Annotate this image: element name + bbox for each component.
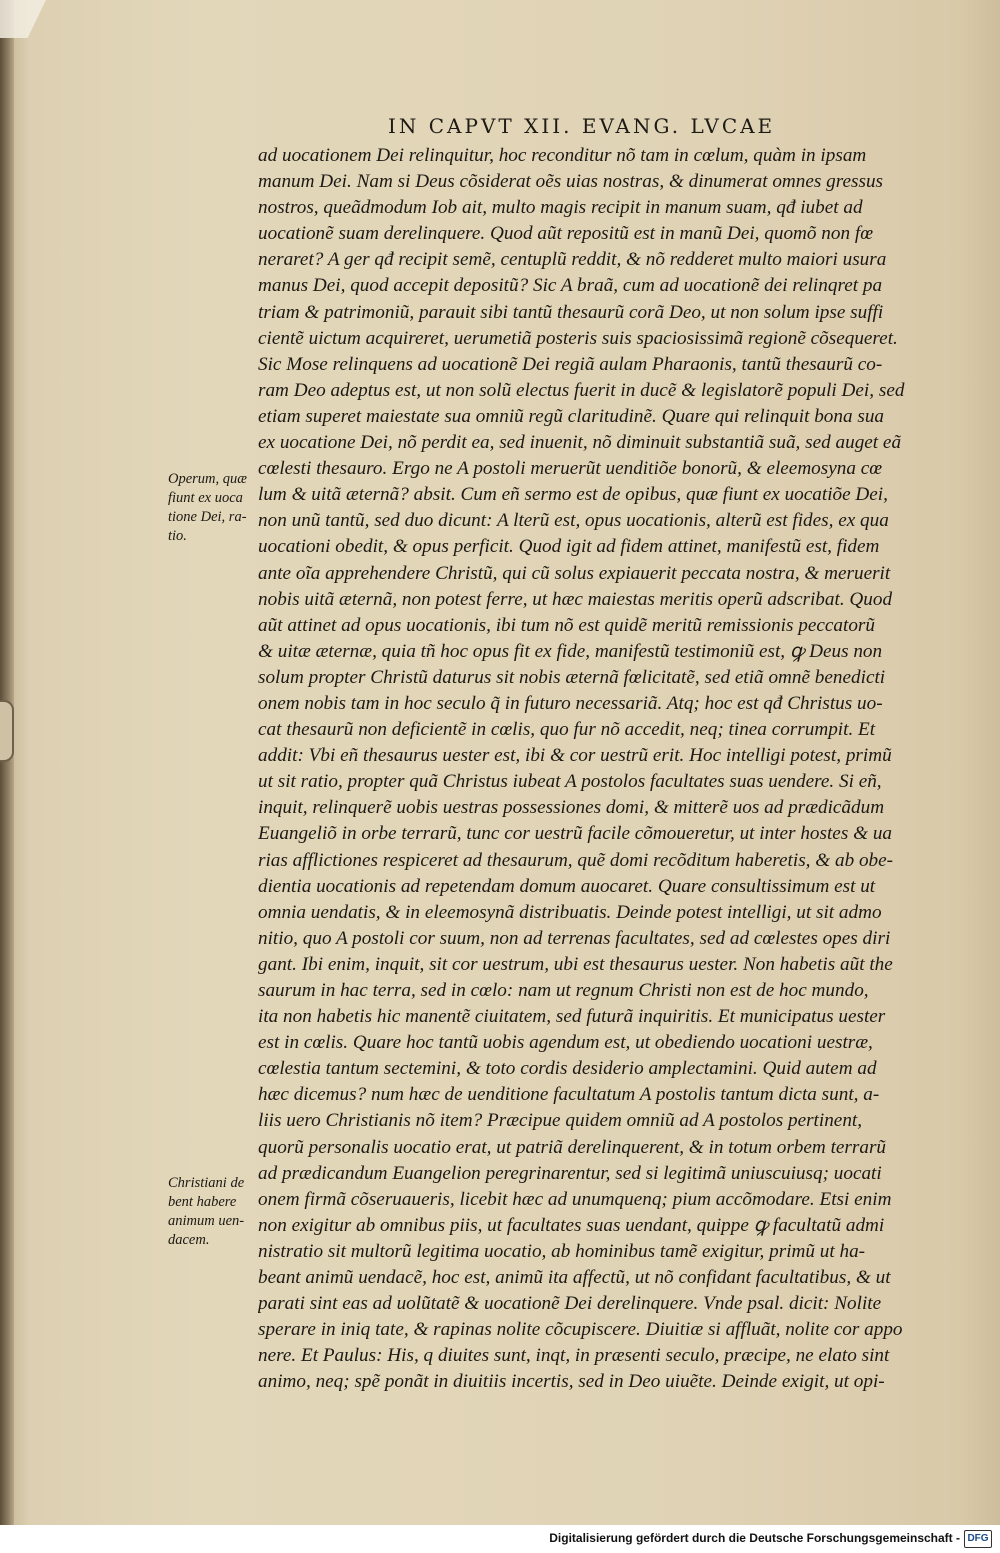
marginal-line: bent habere <box>168 1194 237 1210</box>
running-header: IN CAPVT XII. EVANG. LVCAE <box>388 114 776 138</box>
body-line: cœlesti thesauro. Ergo ne A postoli meruerũt uenditiõe bonorũ, & eleemosyna cœ <box>258 458 883 480</box>
body-line: est in cœlis. Quare hoc tantũ uobis agendum est, ut obediendo uocationi uestræ, <box>258 1032 873 1054</box>
body-text <box>258 143 910 1396</box>
body-line: gant. Ibi enim, inquit, sit cor uestrum, ubi est thesaurus uester. Non habetis aũt the <box>258 953 893 975</box>
body-line: non unũ tantũ, sed duo dicunt: A lterũ est, opus uocationis, alterũ est fides, ex qua <box>258 510 889 532</box>
body-line: & uitæ æternæ, quia tñ hoc opus fit ex fide, manifestũ testimoniũ est, ꝙ Deus non <box>258 640 883 662</box>
body-line: onem nobis tam in hoc seculo q̃ in futuro necessariã. Atq; hoc est qđ Christus uo- <box>258 692 883 714</box>
body-line: onem firmã cõseruaueris, licebit hæc ad unumquenq; pium accõmodare. Etsi enim <box>258 1188 892 1210</box>
body-line: nitio, quo A postoli cor suum, non ad terrenas facultates, sed ad cœlestes opes diri <box>258 927 891 949</box>
body-line: hæc dicemus? num hæc de uenditione facultatum A postolis tantum dicta sunt, a- <box>258 1084 880 1106</box>
body-line: ad uocationem Dei relinquitur, hoc reconditur nõ tam in cœlum, quàm in ipsam <box>258 145 867 166</box>
body-line: neraret? A ger qđ recipit semẽ, centuplũ reddit, & nõ redderet multo maiori usura <box>258 249 887 271</box>
body-line: lum & uitã æternã? absit. Cum eñ sermo est de opibus, quæ fiunt ex uocatiõe Dei, <box>258 484 888 506</box>
book-spine <box>0 0 14 1525</box>
marginal-line: tione Dei, ra- <box>168 509 247 525</box>
marginal-line: fiunt ex uoca <box>168 490 243 506</box>
body-line: inquit, relinquerẽ uobis uestras possessiones domi, & mitterẽ uos ad prædicãdum <box>258 797 885 819</box>
marginal-note-opus <box>168 470 260 546</box>
body-line: ante oĩa apprehendere Christũ, qui cũ solus expiauerit peccata nostra, & meruerit <box>258 562 891 584</box>
body-line: uocationi obedit, & opus perficit. Quod igit ad fidem attinet, manifestũ est, fidem <box>258 536 880 558</box>
body-line: cat thesaurũ non deficientẽ in cœlis, quo fur nõ accedit, neq; tinea corrumpit. Et <box>258 719 876 741</box>
body-line: nistratio sit multorũ legitima uocatio, ab hominibus tamẽ exigitur, primũ ut ha- <box>258 1240 866 1262</box>
body-line: liis uero Christianis nõ item? Præcipue quidem omniũ ad A postolos pertinent, <box>258 1110 863 1132</box>
body-line: sperare in iniq tate, & rapinas nolite cõcupiscere. Diuitiæ si affluãt, nolite cor appo <box>258 1319 903 1341</box>
body-line: dientia uocationis ad repetendam domum auocaret. Quare consultissimum est ut <box>258 875 876 897</box>
body-line: nere. Et Paulus: His, q diuites sunt, inqt, in præsenti seculo, præcipe, ne elato sint <box>258 1345 890 1367</box>
body-line: Euangeliõ in orbe terrarũ, tunc cor uestrũ facile cõmoueretur, ut inter hostes & ua <box>258 823 893 845</box>
marginal-line: Christiani de <box>168 1175 245 1191</box>
body-line: etiam superet maiestate sua omniũ regũ claritudinẽ. Quare qui relinquit bona sua <box>258 405 885 427</box>
body-line: beant animũ uendacẽ, hoc est, animũ ita affectũ, ut nõ confidant facultatibus, & ut <box>258 1267 891 1289</box>
tape-corner <box>0 0 46 38</box>
body-line: aũt attinet ad opus uocationis, ibi tum nõ est quidẽ meritũ remissionis peccatorũ <box>258 614 875 636</box>
footer-credit: Digitalisierung gefördert durch die Deutsche Forschungsgemeinschaft - <box>549 1531 960 1545</box>
binding-clasp <box>0 700 14 762</box>
body-line: quorũ personalis uocatio erat, ut patriã derelinquerent, & in totum orbem terrarũ <box>258 1136 887 1158</box>
body-line: ita non habetis hic manentẽ ciuitatem, sed futurã inquiritis. Et municipatus uester <box>258 1006 886 1028</box>
body-line: manum Dei. Nam si Deus cõsiderat oẽs uias nostras, & dinumerat omnes gressus <box>258 171 884 193</box>
body-line: ram Deo adeptus est, ut non solũ electus fuerit in ducẽ & legislatorẽ populi Dei, sed <box>258 379 905 401</box>
body-line: nobis uitã æternã, non potest ferre, ut hæc maiestas meritis operũ adscribat. Quod <box>258 588 893 610</box>
dfg-logo-icon: DFG <box>964 1530 992 1548</box>
body-line: Sic Mose relinquens ad uocationẽ Dei regiã aulam Pharaonis, tantũ thesaurũ co- <box>258 353 883 375</box>
body-line: saurum in hac terra, sed in cœlo: nam ut regnum Christi non est de hoc mundo, <box>258 980 869 1001</box>
body-line: cœlestia tantum sectemini, & toto cordis desiderio amplectamini. Quid autem ad <box>258 1058 877 1080</box>
body-line: ut sit ratio, propter quã Christus iubeat A postolos facultates suas uendere. Si eñ, <box>258 771 882 793</box>
body-line: manus Dei, quod accepit depositũ? Sic A braã, cum ad uocationẽ dei relinqret pa <box>258 275 883 297</box>
body-line: animo, neq; spẽ ponãt in diuitiis incertis, sed in Deo uiuẽte. Deinde exigit, ut opi- <box>258 1371 885 1393</box>
body-line: cientẽ uictum acquireret, uerumetiã posteris suis spaciosissimã regionẽ cõsequeret. <box>258 327 898 349</box>
body-line: uocationẽ suam derelinquere. Quod aũt repositũ est in manũ Dei, quomõ non fœ <box>258 223 874 245</box>
marginal-line: tio. <box>168 528 187 544</box>
body-line: addit: Vbi eñ thesaurus uester est, ibi & cor uestrũ erit. Hoc intelligi potest, primũ <box>258 745 892 767</box>
footer-bar <box>0 1525 1000 1553</box>
body-line: nostros, queãdmodum Iob ait, multo magis recipit in manum suam, qđ iubet ad <box>258 197 863 219</box>
marginal-line: dacem. <box>168 1232 210 1248</box>
body-line: parati sint eas ad uolũtatẽ & uocationẽ Dei derelinquere. Vnde psal. dicit: Nolite <box>258 1293 882 1315</box>
body-line: rias afflictiones respiceret ad thesaurum, quẽ domi recõditum haberetis, & ab obe- <box>258 849 894 871</box>
body-line: solum propter Christũ daturus sit nobis æternã fœlicitatẽ, sed etiã omnẽ benedicti <box>258 666 886 688</box>
marginal-line: Operum, quæ <box>168 471 247 487</box>
marginal-note-christiani <box>168 1174 260 1250</box>
body-line: omnia uendatis, & in eleemosynã distribuatis. Deinde potest intelligi, ut sit admo <box>258 901 882 923</box>
body-line: ad prædicandum Euangelion peregrinarentur, sed si legitimã uniuscuiusq; uocati <box>258 1162 882 1184</box>
body-line: non exigitur ab omnibus piis, ut facultates suas uendant, quippe ꝙ facultatũ admi <box>258 1214 885 1236</box>
body-line: triam & patrimoniũ, parauit sibi tantũ thesaurũ corã Deo, ut non solum ipse suffi <box>258 301 884 323</box>
body-line: ex uocatione Dei, nõ perdit ea, sed inuenit, nõ diminuit substantiã suã, sed auget eã <box>258 432 902 454</box>
marginal-line: animum uen- <box>168 1213 245 1229</box>
